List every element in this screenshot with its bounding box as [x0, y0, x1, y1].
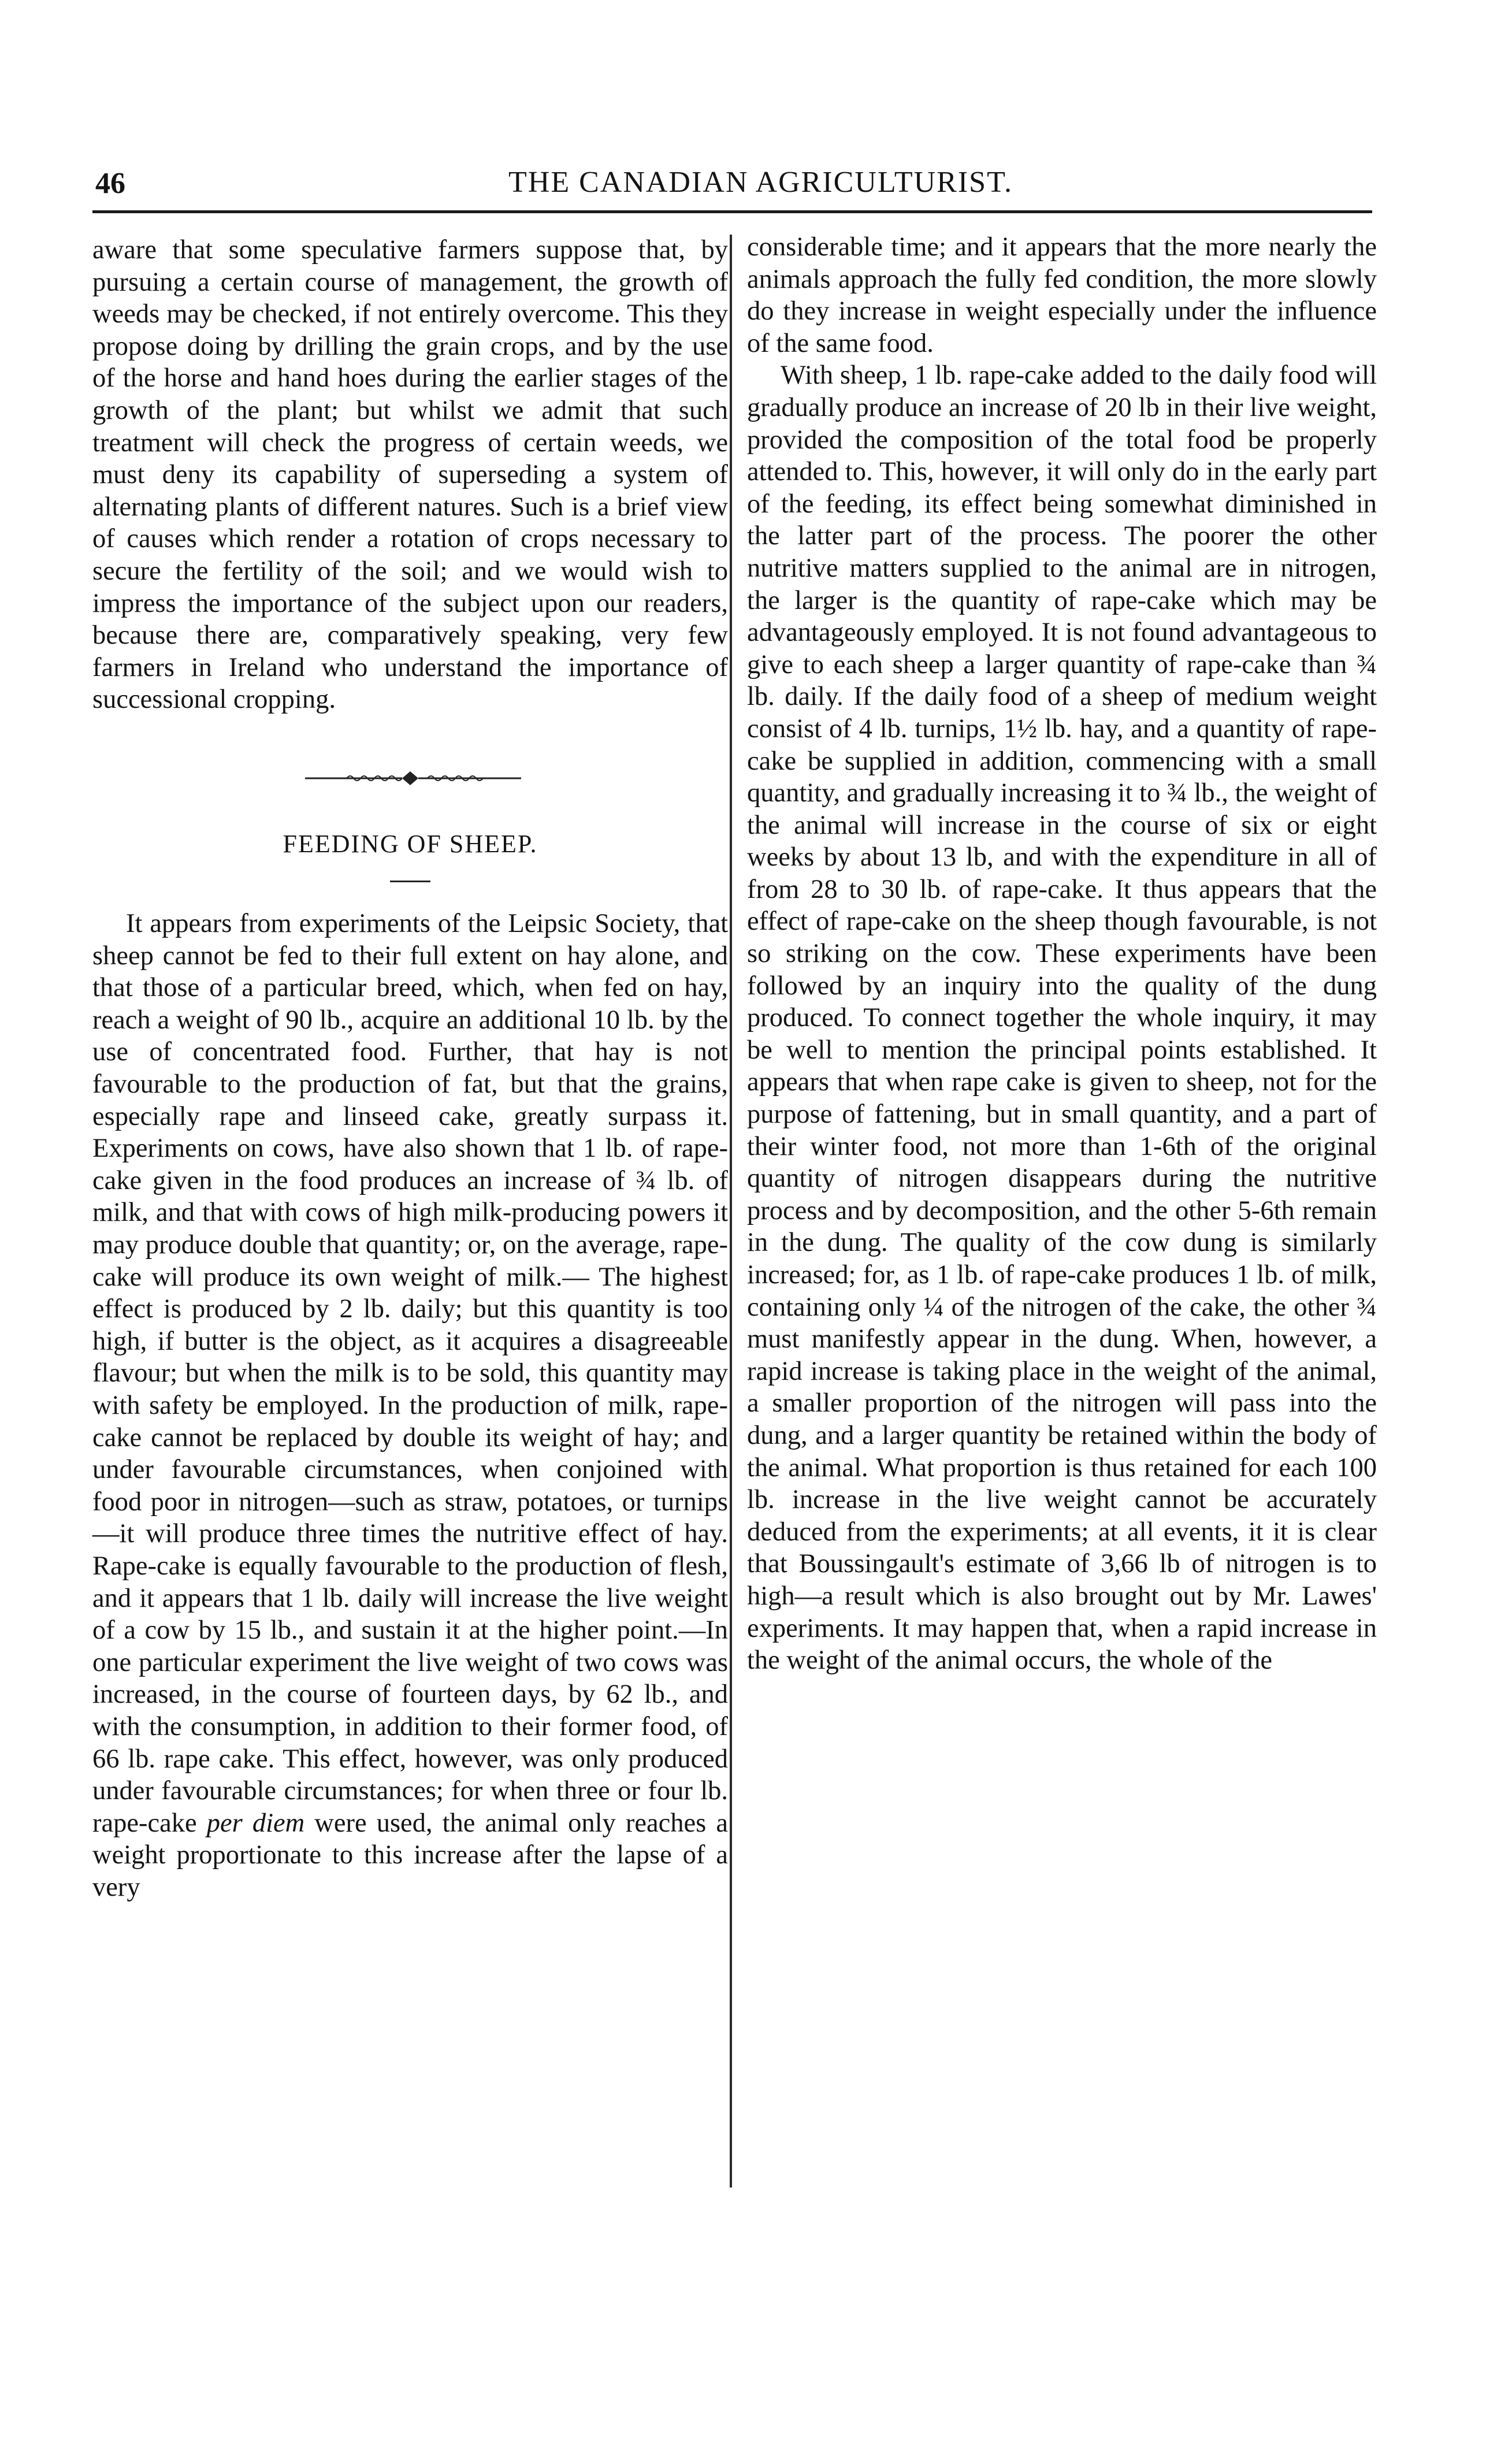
section-title-rule [390, 881, 430, 882]
continued-paragraph: considerable time; and it appears that the more nearly the animals approach the fully fed condition, the more slowly do they increase in weight especially under the influence of the same food. [747, 232, 1377, 358]
running-title: THE CANADIAN AGRICULTURIST. [508, 166, 1013, 199]
column-divider [730, 235, 732, 2187]
sheep-paragraph: With sheep, 1 lb. rape-cake added to the daily food will gradually produce an increase of 20 lb in their live weight, provided the composition of the total food be properly attended to. This, however, it will only do in the early part of the feeding, its effect being somewhat diminished in the latter part of the process. The poorer the other nutritive matters supplied to the animal are in nitrogen, the larger is the quantity of rape-cake which may be advantageously employed. It is not found advantageous to give to each sheep a larger quantity of rape-cake than ¾ lb. daily. If the daily food of a sheep of medium weight consist of 4 lb. turnips, 1½ lb. hay, and a quantity of rape-cake be supplied in addition, commencing with a small quantity, and gradually increasing it to ¾ lb., the weight of the animal will increase in the course of six or eight weeks by about 13 lb, and with the expenditure in all of from 28 to 30 lb. of rape-cake. It thus appears that the effect of rape-cake on the sheep though favourable, is not so striking on the cow. These experiments have been followed by an inquiry into the quality of the dung produced. To connect together the whole inquiry, it may be well to mention the principal points established. It appears that when rape cake is given to sheep, not for the purpose of fattening, but in small quantity, and a part of their winter food, not more than 1-6th of the original quantity of nitrogen disappears during the nutritive process and by decomposition, and the other 5-6th remain in the dung. The quality of the cow dung is similarly increased; for, as 1 lb. of rape-cake produces 1 lb. of milk, containing only ¼ of the nitrogen of the cake, the other ¾ must manifestly appear in the dung. When, however, a rapid increase is taking place in the weight of the animal, a smaller proportion of the nitrogen will pass into the dung, and a larger quantity be retained within the body of the animal. What proportion is thus retained for each 100 lb. increase in the live weight cannot be accurately deduced from the experiments; at all events, it it is clear that Boussingault's estimate of 3,66 lb of nitrogen is to high—a result which is also brought out by Mr. Lawes' experiments. It may happen that, when a rapid increase in the weight of the animal occurs, the whole of the [747, 361, 1377, 1676]
latin-phrase: per diem [206, 1808, 305, 1838]
header-rule [92, 210, 1372, 213]
ornament-divider [92, 767, 728, 790]
section-title: FEEDING OF SHEEP. [283, 829, 538, 858]
right-column [747, 231, 1377, 1677]
intro-paragraph: aware that some speculative farmers suppose that, by pursuing a certain course of management, the growth of weeds may be checked, if not entirely overcome. This they propose doing by drilling the grain crops, and by the use of the horse and hand hoes during the earlier stages of the growth of the plant; but whilst we admit that such treatment will check the progress of certain weeds, we must deny its capability of superseding a system of alternating plants of different natures. Such is a brief view of causes which render a rotation of crops necessary to secure the fertility of the soil; and we would wish to impress the importance of the subject upon our readers, because there are, comparatively speaking, very few farmers in Ireland who understand the importance of successional cropping. [92, 235, 728, 715]
left-column [92, 234, 728, 1904]
feeding-paragraph-text: It appears from experiments of the Leipsic Society, that sheep cannot be fed to their full extent on hay alone, and that those of a particular breed, which, when fed on hay, reach a weight of 90 lb., acquire an additional 10 lb. by the use of concentrated food. Further, that hay is not favourable to the production of fat, but that the grains, especially rape and linseed cake, greatly surpass it. Experiments on cows, have also shown that 1 lb. of rape-cake given in the food produces an increase of ¾ lb. of milk, and that with cows of high milk-producing powers it may produce double that quantity; or, on the average, rape-cake will produce its own weight of milk.— The highest effect is produced by 2 lb. daily; but this quantity is too high, if butter is the object, as it acquires a disagreeable flavour; but when the milk is to be sold, this quantity may with safety be employed. In the production of milk, rape-cake cannot be replaced by double its weight of hay; and under favourable circumstances, when conjoined with food poor in nitrogen—such as straw, potatoes, or turnips—it will produce three times the nutritive effect of hay. Rape-cake is equally favourable to the production of flesh, and it appears that 1 lb. daily will increase the live weight of a cow by 15 lb., and sustain it at the higher point.—In one particular experiment the live weight of two cows was increased, in the course of fourteen days, by 62 lb., and with the consumption, in addition to their former food, of 66 lb. rape cake. This effect, however, was only produced under favourable circumstances; for when three or four lb. rape-cake [92, 909, 728, 1838]
feeding-paragraph [92, 908, 728, 1903]
feeding-paragraph-tail: were used, the animal only reaches a weight proportionate to this increase after the lapse of a very [92, 1808, 728, 1902]
page-number: 46 [95, 167, 125, 200]
